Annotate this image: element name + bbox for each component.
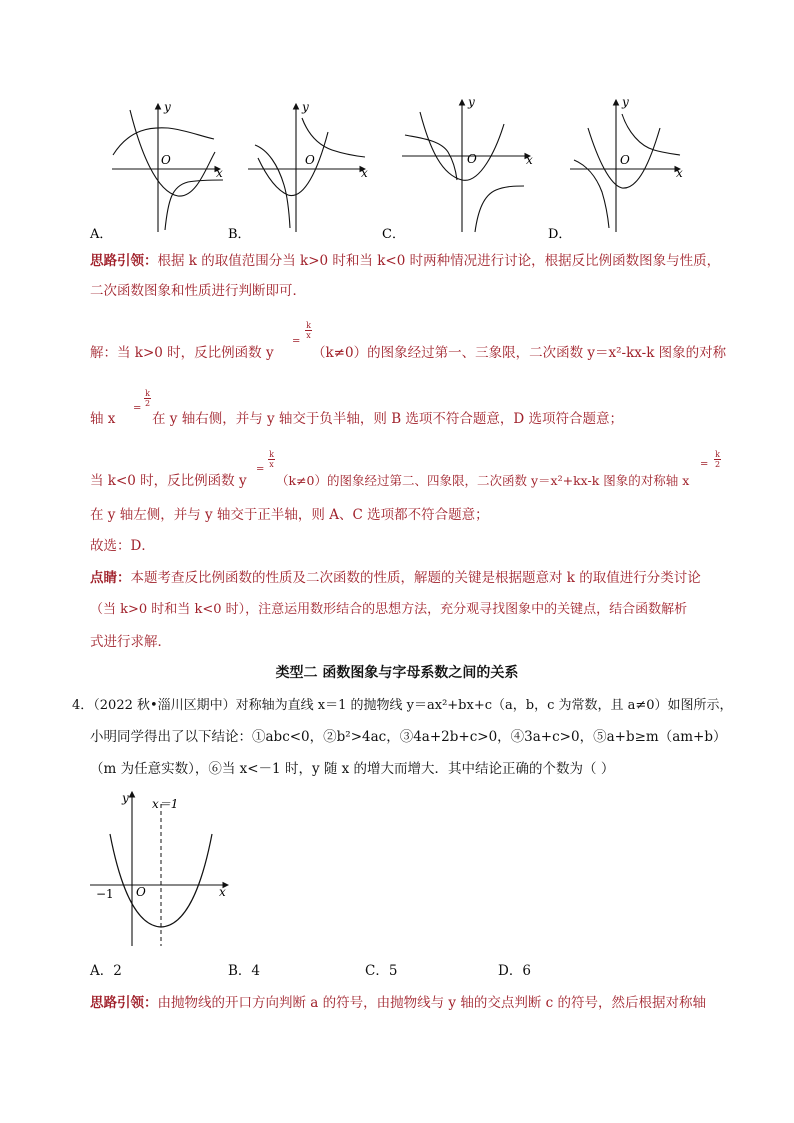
graph-b-origin: O bbox=[305, 153, 315, 167]
fraction-denominator: x bbox=[269, 460, 274, 469]
graph-d-y-label: y bbox=[622, 95, 629, 109]
fraction-numerator: k bbox=[145, 389, 150, 398]
hint1-text1: 根据 k 的取值范围分当 k>0 时和当 k<0 时两种情况进行讨论，根据反比例函数图象与性质， bbox=[157, 253, 721, 269]
fraction-numerator: k bbox=[306, 321, 311, 330]
q4-option-d: D．6 bbox=[498, 963, 531, 979]
fraction-numerator: k bbox=[269, 450, 274, 459]
q4-line3: （m 为任意实数），⑥当 x<－1 时，y 随 x 的增大而增大．其中结论正确的个数为（ ） bbox=[90, 761, 615, 777]
solution-line3-eq: = bbox=[256, 464, 265, 475]
graph-a-y-label: y bbox=[164, 100, 171, 114]
q4-minus-one-label: −1 bbox=[96, 887, 114, 901]
hint1-line1 bbox=[90, 252, 720, 270]
solution-line3-a: 当 k<0 时，反比例函数 y bbox=[90, 473, 247, 489]
graph-a bbox=[112, 104, 223, 232]
option-a-label: A． bbox=[90, 227, 113, 242]
q4-x-label: x bbox=[219, 885, 226, 899]
q4-option-b: B．4 bbox=[228, 963, 261, 979]
graph-c-origin: O bbox=[467, 152, 477, 166]
fraction-numerator: k bbox=[715, 450, 720, 459]
graph-b-y-label: y bbox=[302, 100, 309, 114]
graph-a-x-label: x bbox=[216, 166, 223, 180]
solution-line2-b: 在 y 轴右侧，并与 y 轴交于负半轴，则 B 选项不符合题意，D 选项符合题意； bbox=[152, 411, 624, 427]
solution-line1-b: （k≠0）的图象经过第一、三象限，二次函数 y＝x²-kx-k 图象的对称 bbox=[312, 345, 727, 361]
comment-line2: （当 k>0 时和当 k<0 时），注意运用数形结合的思想方法，充分观寻找图象中的关键点，结合函数解析 bbox=[90, 602, 688, 617]
q4-symmetry-label: x＝1 bbox=[152, 797, 179, 811]
section-title: 类型二 函数图象与字母系数之间的关系 bbox=[275, 665, 519, 681]
q4-y-label: y bbox=[122, 791, 129, 805]
solution-line1-a: 解：当 k>0 时，反比例函数 y bbox=[90, 345, 274, 361]
fraction-denominator: 2 bbox=[714, 460, 721, 469]
hint2-line1 bbox=[90, 994, 706, 1012]
solution-line2-eq: = bbox=[133, 403, 142, 414]
option-d-label: D． bbox=[548, 227, 572, 242]
solution-line5: 故选：D． bbox=[90, 538, 155, 554]
q4-option-a: A．2 bbox=[90, 963, 122, 979]
q4-option-c: C．5 bbox=[365, 963, 398, 979]
graph-d-origin: O bbox=[620, 153, 630, 167]
comment-text1: 本题考查反比例函数的性质及二次函数的性质，解题的关键是根据题意对 k 的取值进行分类讨论 bbox=[130, 570, 701, 586]
solution-line2-a: 轴 x bbox=[90, 411, 116, 427]
fraction-minus-k-over-2 bbox=[714, 450, 721, 469]
hint-label: 思路引领： bbox=[90, 253, 158, 269]
graph-d-x-label: x bbox=[676, 166, 683, 180]
graph-a-origin: O bbox=[161, 153, 171, 167]
fraction-k-over-2 bbox=[144, 389, 151, 408]
solution-line3-eq2: = bbox=[700, 459, 709, 470]
q4-origin-label: O bbox=[136, 885, 146, 899]
solution-line4: 在 y 轴左侧，并与 y 轴交于正半轴，则 A、C 选项都不符合题意； bbox=[90, 507, 489, 523]
graph-c-x-label: x bbox=[526, 153, 533, 167]
fraction-k-over-x bbox=[305, 321, 312, 340]
comment-line3: 式进行求解． bbox=[90, 634, 171, 650]
option-b-label: B． bbox=[228, 227, 251, 242]
hint1-line2: 二次函数图象和性质进行判断即可． bbox=[90, 283, 306, 299]
graph-b bbox=[248, 104, 365, 232]
hint2-label: 思路引领： bbox=[90, 995, 158, 1011]
solution-line1-eq: = bbox=[292, 336, 301, 347]
hint2-text1: 由抛物线的开口方向判断 a 的符号，由抛物线与 y 轴的交点判断 c 的符号，然后根据对称轴 bbox=[157, 995, 706, 1011]
solution-line3-b: （k≠0）的图象经过第二、四象限，二次函数 y＝x²+kx-k 图象的对称轴 x bbox=[276, 473, 690, 488]
fraction-denominator: 2 bbox=[144, 399, 151, 408]
graph-b-x-label: x bbox=[361, 166, 368, 180]
fraction-k-over-x-2 bbox=[268, 450, 275, 469]
graph-c bbox=[402, 100, 530, 232]
graph-c-y-label: y bbox=[468, 95, 475, 109]
option-c-label: C． bbox=[382, 227, 405, 242]
fraction-denominator: x bbox=[306, 331, 311, 340]
q4-line1: 4．（2022 秋•淄川区期中）对称轴为直线 x＝1 的抛物线 y＝ax²+bx+c（a，b，c 为常数，且 a≠0）如图所示， bbox=[72, 698, 733, 713]
q4-parabola-graph bbox=[88, 786, 248, 952]
option-graphs bbox=[0, 95, 794, 245]
q4-line2: 小明同学得出了以下结论：①abc<0，②b²>4ac，③4a+2b+c>0，④3a+c>0，⑤a+b≥m（am+b） bbox=[90, 729, 727, 745]
comment-line1 bbox=[90, 569, 701, 587]
comment-label: 点睛： bbox=[90, 570, 131, 586]
